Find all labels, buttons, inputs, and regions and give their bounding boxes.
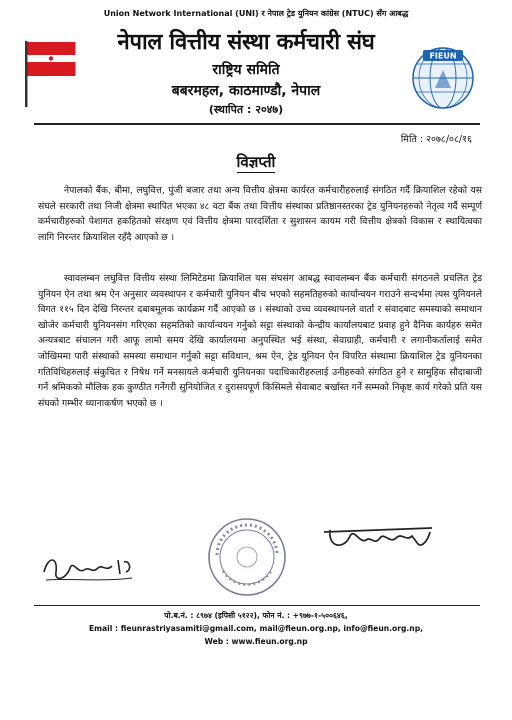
footer-email-line: Email : fieunrastriyasamiti@gmail.com, mail@fieun.org.np, info@fieun.org.np, xyxy=(88,624,424,633)
notice-heading-text: विज्ञप्ती xyxy=(236,153,276,171)
footer-contact-line: पो.ब.नं. : ८९७४ (इपिसी ५१२२), फोन नं. : +९७७-१-५००६४६, xyxy=(164,611,348,620)
established-year: (स्थापित : २०४७) xyxy=(208,103,284,116)
notice-heading xyxy=(0,152,512,172)
fieun-globe-logo xyxy=(407,40,479,112)
left-signature xyxy=(40,550,140,588)
committee-name: राष्ट्रिय समिति xyxy=(212,62,280,78)
footer-divider xyxy=(34,605,480,606)
affiliation-line: Union Network International (UNI) र नेपाल ट्रेड युनियन कांग्रेस (NTUC) सँग आबद्ध xyxy=(103,9,409,18)
organization-title: नेपाल वित्तीय संस्था कर्मचारी संघ xyxy=(117,30,375,55)
right-signature xyxy=(320,518,440,558)
logo-acronym: FIEUN xyxy=(429,51,457,61)
notice-paragraph-1: नेपालको बैंक, बीमा, लघुवित्त, पुंजी बजार तथा अन्य वित्तीय क्षेत्रमा कार्यरत कर्मचारीहरुलाई संगठित गर्दै क्रियाशिल रहेको यस संघले सरकारी तथा निजी क्षेत्रमा स्थापित भएका ४८ वटा बैंक तथा वित्तीय संस्थाका प्रतिष्ठानस्तरका ट्रेड युनियनहरुको नेतृत्व गर्दै सम्पूर्ण कर्मचारीहरुको पेशागत हकहितको संरक्षण एवं वित्तीय क्षेत्रमा पारदर्शिता र सुशासन कायम गरी वित्तीय क्षेत्रको विकास र स्थायित्वका लागि निरन्तर क्रियाशिल रहँदै आएको छ । xyxy=(38,185,482,243)
notice-paragraph-2: स्वावलम्बन लघुवित्त वित्तीय संस्था लिमिटेडमा क्रियाशिल यस संघसंग आबद्ध स्वावलम्बन बैंक कर्मचारी संगठनले प्रचलित ट्रेड युनियन ऐन तथा श्रम ऐन अनुसार व्यवस्थापन र कर्मचारी युनियन बीच भएको सहमतिहरुको कार्यान्वयन गराउने सन्दर्भमा त्यस युनियनले विगत ११५ दिन देखि निरन्तर दबाबमूलक कार्यक्रम गर्दै आएको छ । संस्थाको उच्च व्यवस्थापनले वार्ता र संवादबाट समस्याको समाधान खोजेर कर्मचारी युनियनसंग गरिएका सहमतिको कार्यान्वयन गर्नुको सट्टा संस्थाको केन्द्रीय कार्यालयबाट प्रवाह हुने दैनिक कार्यहरु समेत अन्यत्रबाट संचालन गरी आफू लामो समय देखि कार्यालयमा अनुपस्थित भई संस्था, सेवाग्राही, कर्मचारी र लगानीकर्तालाई समेत जोखिममा पारी संस्थाको समस्या समाधान गर्नुको सट्टा सविधान, श्रम ऐन, ट्रेड युनियन ऐन विपरित संस्थामा क्रियाशिल ट्रेड युनियनका गतिविधिहरुलाई संकुचित र निषेध गर्ने मनसायले कर्मचारी युनियनका पदाधिकारीहरुलाई उनीहरुको संगठित हुने र सामुहिक सौदाबाजी गर्ने श्रमिकको मौलिक हक कुण्ठीत गर्नेगरी सुनियोजित र दुरासयपूर्ण किसिमले सेवाबाट बर्खास्त गर्ने सम्मको निकृष्ट कार्य गरेको प्रति यस संघको गम्भीर ध्यानाकर्षण भएको छ । xyxy=(38,273,482,409)
notice-date: मिति : २०७८/०८/१६ xyxy=(400,134,472,145)
organization-seal xyxy=(205,515,289,599)
footer-web-line: Web : www.fieun.org.np xyxy=(204,637,308,646)
header-divider xyxy=(34,123,480,125)
organization-address: बबरमहल, काठमाण्डौ, नेपाल xyxy=(171,83,321,99)
ntuc-flag-logo xyxy=(22,38,80,108)
